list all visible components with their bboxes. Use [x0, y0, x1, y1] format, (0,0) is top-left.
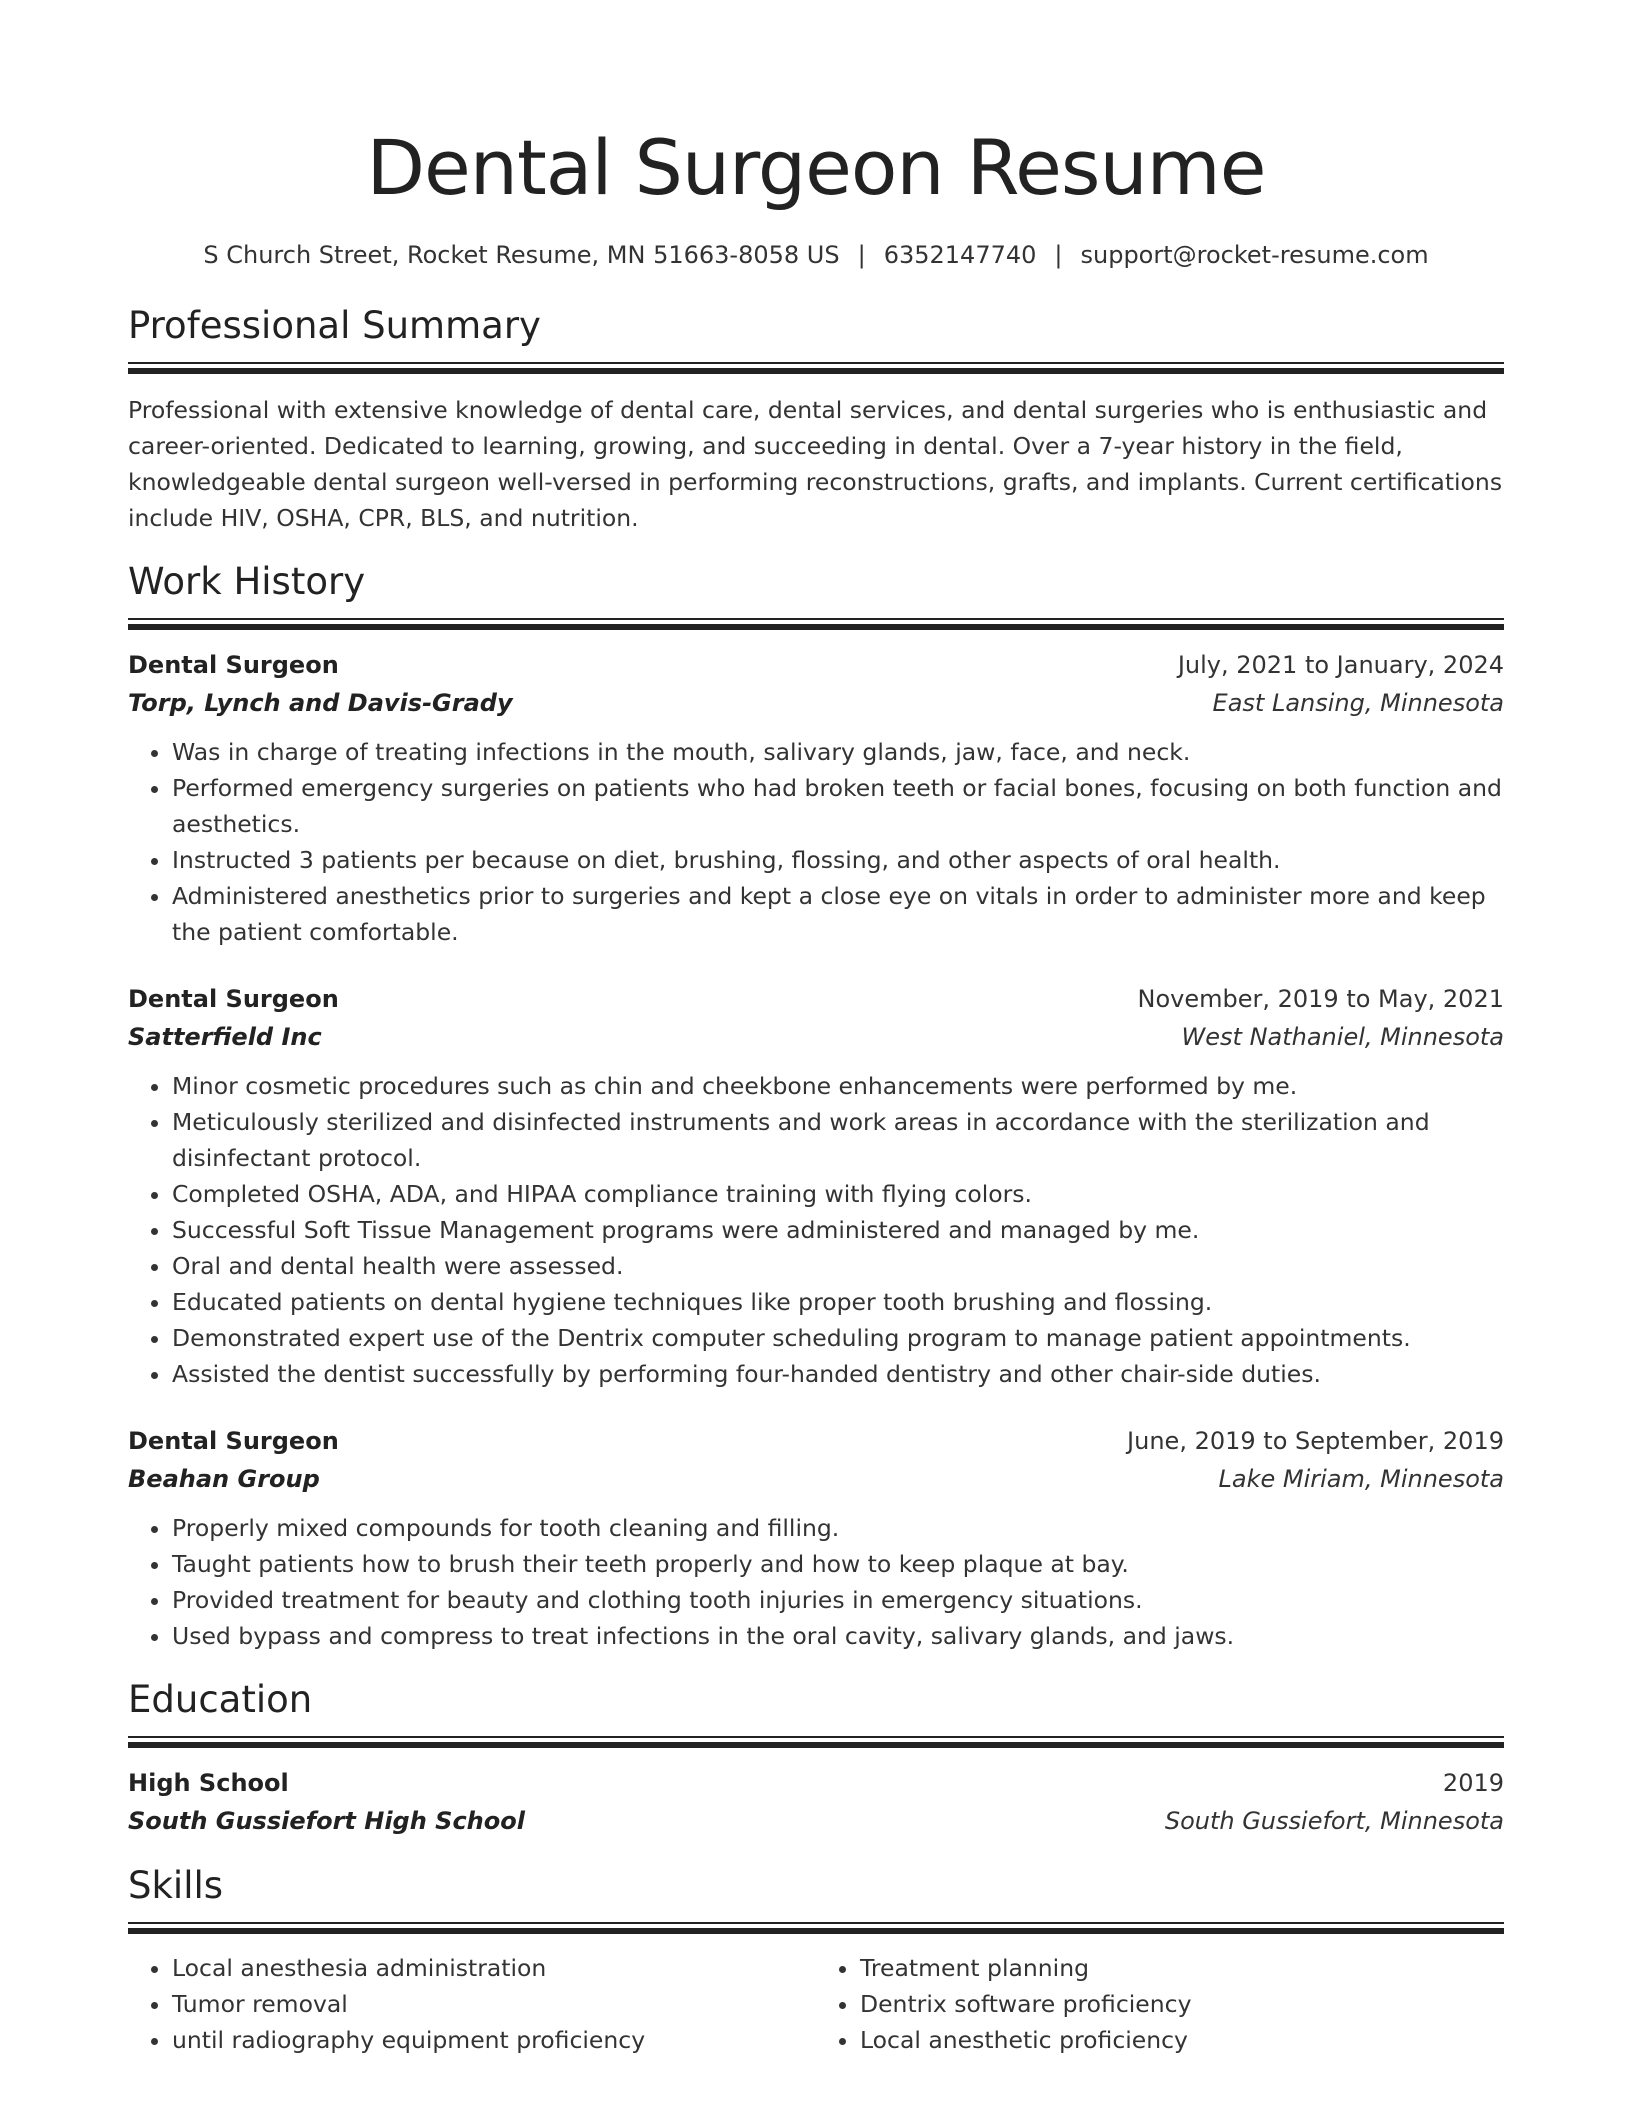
list-item: • Performed emergency surgeries on patients who had broken teeth or facial bones, focusing on both function and aesthetics.: [172, 770, 1504, 842]
list-item: • Tumor removal: [172, 1986, 816, 2022]
list-item: • Successful Soft Tissue Management programs were administered and managed by me.: [172, 1212, 1504, 1248]
job-company: Beahan Group: [128, 1465, 320, 1493]
resume-page: [128, 0, 1504, 2058]
list-item: • Dentrix software proficiency: [860, 1986, 1504, 2022]
skills-list-left: [128, 1950, 816, 2058]
list-item: • Assisted the dentist successfully by performing four-handed dentistry and other chair-side duties.: [172, 1356, 1504, 1392]
job-location: Lake Miriam, Minnesota: [1218, 1465, 1504, 1493]
section-divider: [128, 362, 1504, 374]
list-item: • Local anesthesia administration: [172, 1950, 816, 1986]
job-location: East Lansing, Minnesota: [1212, 689, 1504, 717]
list-item: • Properly mixed compounds for tooth cleaning and filling.: [172, 1510, 1504, 1546]
job-dates: June, 2019 to September, 2019: [1127, 1427, 1504, 1455]
list-item: • Used bypass and compress to treat infections in the oral cavity, salivary glands, and jaws.: [172, 1618, 1504, 1654]
education-location: South Gussiefort, Minnesota: [1164, 1807, 1504, 1835]
contact-line: [128, 238, 1504, 272]
section-title-work-history: Work History: [128, 560, 366, 603]
contact-email: support@rocket-resume.com: [1080, 241, 1429, 269]
summary-section: [128, 302, 1504, 536]
list-item: • Oral and dental health were assessed.: [172, 1248, 1504, 1284]
job-bullets: [128, 734, 1504, 950]
job-company: Torp, Lynch and Davis-Grady: [128, 689, 513, 717]
education-entry: [128, 1764, 1504, 1840]
job-title: Dental Surgeon: [128, 651, 339, 679]
job-dates: November, 2019 to May, 2021: [1137, 985, 1504, 1013]
job-company: Satterfield Inc: [128, 1023, 322, 1051]
section-title-education: Education: [128, 1678, 313, 1721]
job-location: West Nathaniel, Minnesota: [1181, 1023, 1504, 1051]
list-item: • Demonstrated expert use of the Dentrix computer scheduling program to manage patient appointments.: [172, 1320, 1504, 1356]
list-item: • Completed OSHA, ADA, and HIPAA compliance training with flying colors.: [172, 1176, 1504, 1212]
work-history-section: [128, 558, 1504, 1654]
contact-address: S Church Street, Rocket Resume, MN 51663-8058 US: [203, 241, 840, 269]
list-item: • Taught patients how to brush their teeth properly and how to keep plaque at bay.: [172, 1546, 1504, 1582]
education-school: South Gussiefort High School: [128, 1807, 525, 1835]
contact-phone: 6352147740: [883, 241, 1037, 269]
section-divider: [128, 618, 1504, 630]
job-title: Dental Surgeon: [128, 985, 339, 1013]
list-item: • Meticulously sterilized and disinfected instruments and work areas in accordance with the sterilization and disinfectant protocol.: [172, 1104, 1504, 1176]
skills-section: [128, 1862, 1504, 2058]
list-item: • Minor cosmetic procedures such as chin and cheekbone enhancements were performed by me.: [172, 1068, 1504, 1104]
section-divider: [128, 1736, 1504, 1748]
section-divider: [128, 1922, 1504, 1934]
resume-title: Dental Surgeon Resume: [366, 123, 1266, 212]
job-entry: [128, 1422, 1504, 1654]
job-dates: July, 2021 to January, 2024: [1177, 651, 1504, 679]
education-degree: High School: [128, 1769, 289, 1797]
list-item: • Provided treatment for beauty and clothing tooth injuries in emergency situations.: [172, 1582, 1504, 1618]
list-item: • Was in charge of treating infections in the mouth, salivary glands, jaw, face, and neck.: [172, 734, 1504, 770]
job-title: Dental Surgeon: [128, 1427, 339, 1455]
education-year: 2019: [1442, 1769, 1504, 1797]
section-title-summary: Professional Summary: [128, 304, 541, 347]
skills-columns: [128, 1950, 1504, 2058]
contact-separator: |: [857, 241, 866, 269]
list-item: • Educated patients on dental hygiene techniques like proper tooth brushing and flossing.: [172, 1284, 1504, 1320]
job-bullets: [128, 1510, 1504, 1654]
list-item: • Administered anesthetics prior to surgeries and kept a close eye on vitals in order to administer more and keep the patient comfortable.: [172, 878, 1504, 950]
list-item: • until radiography equipment proficiency: [172, 2022, 816, 2058]
education-section: [128, 1676, 1504, 1840]
summary-text: Professional with extensive knowledge of dental care, dental services, and dental surgeries who is enthusiastic and career-oriented. Dedicated to learning, growing, and succeeding in dental. Over a 7-year history in the field, knowledgeable dental surgeon well-versed in performing reconstructions, grafts, and implants. Current certifications include HIV, OSHA, CPR, BLS, and nutrition.: [128, 396, 1503, 532]
list-item: • Treatment planning: [860, 1950, 1504, 1986]
skills-list-right: [816, 1950, 1504, 2058]
section-title-skills: Skills: [128, 1864, 224, 1907]
job-entry: [128, 980, 1504, 1392]
list-item: • Local anesthetic proficiency: [860, 2022, 1504, 2058]
list-item: • Instructed 3 patients per because on diet, brushing, flossing, and other aspects of oral health.: [172, 842, 1504, 878]
contact-separator: |: [1054, 241, 1063, 269]
job-bullets: [128, 1068, 1504, 1392]
job-entry: [128, 646, 1504, 950]
